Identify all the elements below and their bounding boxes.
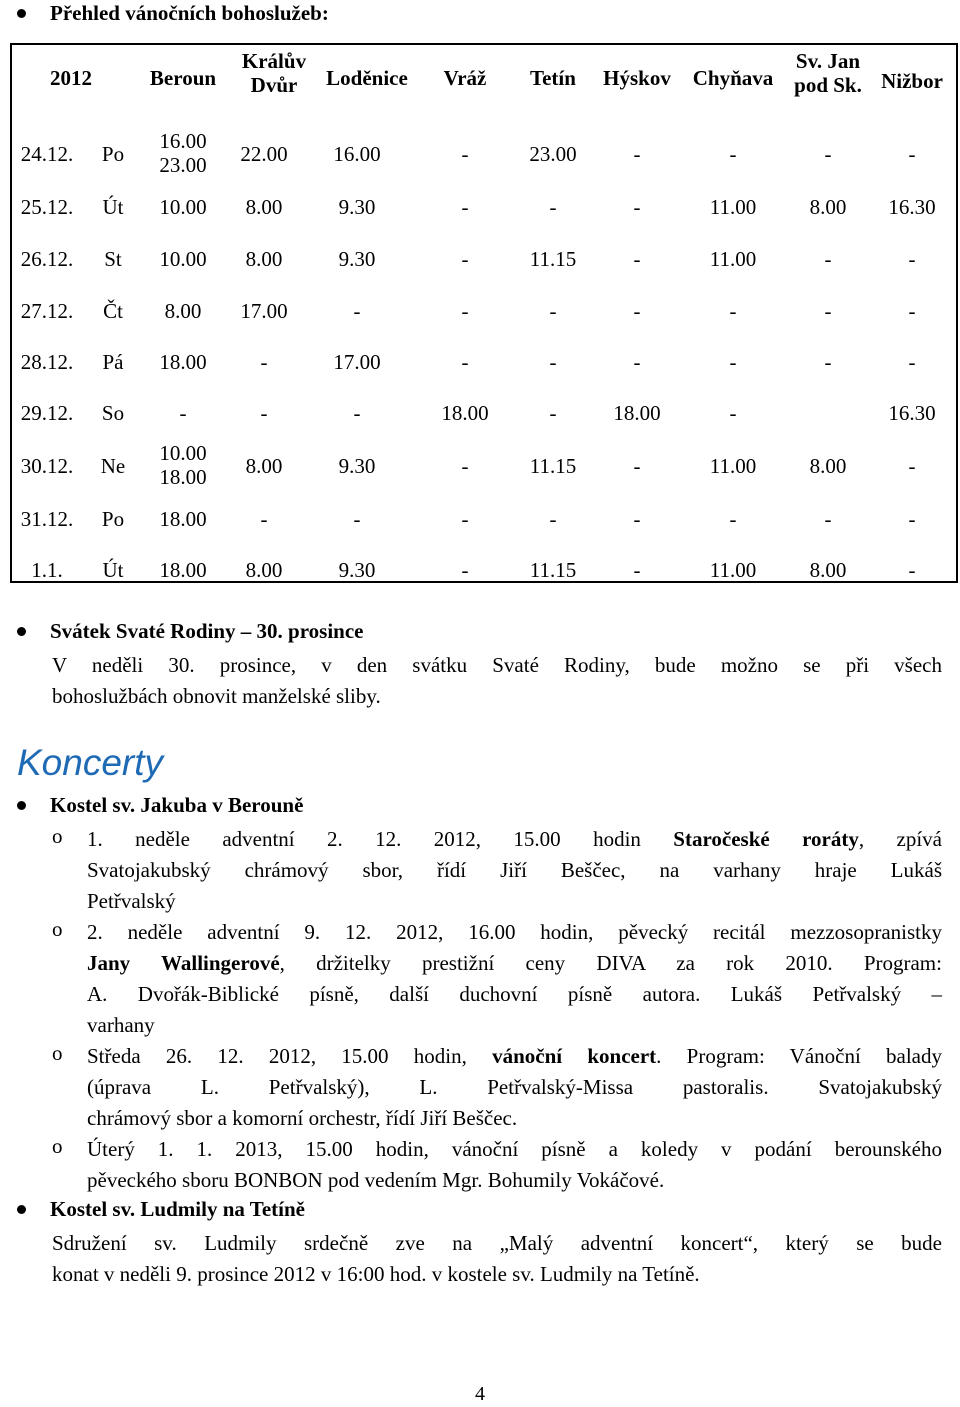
- table-cell-time: -: [260, 350, 268, 374]
- table-cell-time: -: [908, 299, 916, 323]
- table-cell-time: -: [729, 401, 737, 425]
- concert-line: Svatojakubský chrámový sbor, řídí Jiří Beščec, na varhany hraje Lukáš: [87, 858, 942, 882]
- table-header: Hýskov: [603, 66, 671, 90]
- table-cell-time: 11.15: [529, 247, 577, 271]
- table-cell-time: 8.00: [245, 454, 283, 478]
- table-cell-date: 25.12.: [20, 195, 74, 219]
- table-cell-time: -: [633, 247, 641, 271]
- table-cell-time: 11.15: [529, 454, 577, 478]
- table-cell-time: -: [633, 299, 641, 323]
- kostel1-heading: Kostel sv. Jakuba v Berouně: [50, 793, 304, 817]
- table-cell-time: -: [729, 507, 737, 531]
- table-cell-time: 11.00: [709, 454, 757, 478]
- table-cell-time: 16.30: [888, 195, 936, 219]
- table-cell-time: -: [353, 299, 361, 323]
- table-cell-time: -: [729, 299, 737, 323]
- table-cell-time: 22.00: [240, 142, 288, 166]
- bullet-icon: [17, 801, 26, 810]
- table-cell-time: -: [260, 507, 268, 531]
- table-cell-day: Po: [101, 507, 125, 531]
- table-cell-time: -: [908, 350, 916, 374]
- table-cell-time: -: [461, 299, 469, 323]
- list-marker: o: [52, 1041, 63, 1065]
- table-cell-time: -: [461, 507, 469, 531]
- table-header: Vráž: [443, 66, 487, 90]
- table-cell-date: 31.12.: [20, 507, 74, 531]
- table-cell-time: 9.30: [338, 195, 376, 219]
- table-cell-time: 23.00: [529, 142, 577, 166]
- table-cell-time: -: [824, 507, 832, 531]
- table-cell-time: 17.00: [333, 350, 381, 374]
- table-cell-date: 1.1.: [31, 558, 63, 582]
- table-cell-time: 11.00: [709, 247, 757, 271]
- table-cell-time: -: [633, 142, 641, 166]
- table-cell-day: Čt: [103, 299, 123, 323]
- table-cell-time: 8.00: [809, 195, 847, 219]
- bullet-icon: [17, 9, 26, 18]
- koncerty-heading: Koncerty: [17, 742, 164, 783]
- table-cell-time: 8.00: [245, 195, 283, 219]
- kostel2-paragraph: [52, 1228, 942, 1289]
- table-cell-time: -: [824, 299, 832, 323]
- table-cell-time: -: [549, 507, 557, 531]
- table-cell-time: -: [353, 507, 361, 531]
- table-cell-time: 16.00: [333, 142, 381, 166]
- table-cell-time: -: [179, 401, 187, 425]
- table-cell-time: -: [824, 142, 832, 166]
- table-cell-time: -: [549, 350, 557, 374]
- table-cell-time: -: [908, 507, 916, 531]
- table-cell-time: 8.00: [245, 247, 283, 271]
- table-header: Chyňava: [692, 66, 774, 90]
- table-cell-date: 30.12.: [20, 454, 74, 478]
- concert-line: Úterý 1. 1. 2013, 15.00 hodin, vánoční písně a koledy v podání berounského: [87, 1137, 942, 1161]
- table-cell-date: 28.12.: [20, 350, 74, 374]
- table-cell-time: 10.00 18.00: [159, 441, 207, 489]
- table-cell-time: 8.00: [809, 454, 847, 478]
- table-cell-time: 9.30: [338, 454, 376, 478]
- list-marker: o: [52, 917, 63, 941]
- table-cell-time: -: [549, 401, 557, 425]
- page-number: 4: [475, 1383, 485, 1405]
- table-cell-day: So: [101, 401, 125, 425]
- schedule-heading-line: [17, 1, 329, 26]
- table-cell-day: Pá: [102, 350, 124, 374]
- table-cell-time: -: [461, 142, 469, 166]
- concert-line: varhany: [87, 1013, 155, 1037]
- table-cell-date: 26.12.: [20, 247, 74, 271]
- table-cell-time: -: [633, 350, 641, 374]
- table-header: Sv. Jan pod Sk.: [794, 49, 862, 97]
- table-cell-time: 17.00: [240, 299, 288, 323]
- table-cell-time: -: [633, 507, 641, 531]
- table-header: Tetín: [530, 66, 576, 90]
- table-cell-time: -: [461, 350, 469, 374]
- table-cell-time: -: [729, 142, 737, 166]
- svatek-line-2: bohoslužbách obnovit manželské sliby.: [52, 683, 381, 708]
- table-cell-day: St: [104, 247, 122, 271]
- table-cell-day: Út: [102, 195, 124, 219]
- table-header: Beroun: [149, 66, 217, 90]
- table-header: 2012: [50, 66, 92, 90]
- table-cell-time: -: [633, 195, 641, 219]
- table-cell-time: 18.00: [613, 401, 661, 425]
- table-cell-time: -: [461, 247, 469, 271]
- kostel1-heading-line: [17, 793, 303, 818]
- schedule-table: [10, 43, 958, 583]
- bullet-icon: [17, 1205, 26, 1214]
- kostel2-line-1: Sdružení sv. Ludmily srdečně zve na „Malý adventní koncert“, který se bude: [52, 1231, 942, 1255]
- kostel2-line-2: konat v neděli 9. prosince 2012 v 16:00 hod. v kostele sv. Ludmily na Tetíně.: [52, 1261, 700, 1286]
- table-cell-time: 11.00: [709, 195, 757, 219]
- table-cell-time: -: [633, 454, 641, 478]
- table-cell-time: -: [908, 247, 916, 271]
- table-cell-time: -: [908, 454, 916, 478]
- table-cell-time: 18.00: [159, 558, 207, 582]
- table-cell-time: 9.30: [338, 558, 376, 582]
- table-cell-time: -: [824, 350, 832, 374]
- list-marker: o: [52, 1134, 63, 1158]
- table-cell-time: -: [549, 195, 557, 219]
- table-cell-time: -: [461, 558, 469, 582]
- table-cell-date: 29.12.: [20, 401, 74, 425]
- concert-line: 2. neděle adventní 9. 12. 2012, 16.00 hodin, pěvecký recitál mezzosopranistky: [87, 920, 942, 944]
- table-header: Loděnice: [326, 66, 408, 90]
- concert-line: Jany Wallingerové, držitelky prestižní ceny DIVA za rok 2010. Program:: [87, 951, 942, 975]
- table-cell-time: 10.00: [159, 247, 207, 271]
- table-cell-time: -: [461, 454, 469, 478]
- bullet-icon: [17, 627, 26, 636]
- table-cell-time: 8.00: [809, 558, 847, 582]
- table-header: Králův Dvůr: [241, 49, 307, 97]
- table-cell-time: 9.30: [338, 247, 376, 271]
- table-header: Nižbor: [881, 69, 943, 93]
- svatek-line-1: V neděli 30. prosince, v den svátku Svaté Rodiny, bude možno se při všech: [52, 653, 942, 677]
- list-marker: o: [52, 824, 63, 848]
- svatek-heading: Svátek Svaté Rodiny – 30. prosince: [50, 619, 364, 643]
- table-cell-time: -: [729, 350, 737, 374]
- table-cell-time: -: [260, 401, 268, 425]
- table-cell-time: -: [549, 299, 557, 323]
- table-cell-time: 10.00: [159, 195, 207, 219]
- svatek-paragraph: [52, 650, 942, 711]
- kostel2-heading-line: [17, 1197, 305, 1222]
- table-cell-time: -: [908, 558, 916, 582]
- table-cell-day: Út: [102, 558, 124, 582]
- kostel2-heading: Kostel sv. Ludmily na Tetíně: [50, 1197, 305, 1221]
- concert-line: pěveckého sboru BONBON pod vedením Mgr. Bohumily Vokáčové.: [87, 1168, 665, 1192]
- table-cell-time: 8.00: [245, 558, 283, 582]
- concert-line: 1. neděle adventní 2. 12. 2012, 15.00 hodin Staročeské roráty, zpívá: [87, 827, 942, 851]
- table-cell-time: 16.00 23.00: [159, 129, 207, 177]
- table-cell-day: Ne: [100, 454, 126, 478]
- table-cell-time: -: [633, 558, 641, 582]
- table-cell-time: -: [461, 195, 469, 219]
- table-cell-time: 11.00: [709, 558, 757, 582]
- table-cell-time: 18.00: [441, 401, 489, 425]
- svatek-heading-line: [17, 619, 363, 644]
- table-cell-time: -: [908, 142, 916, 166]
- table-cell-time: -: [353, 401, 361, 425]
- table-cell-time: 18.00: [159, 507, 207, 531]
- table-cell-time: -: [824, 247, 832, 271]
- table-cell-day: Po: [101, 142, 125, 166]
- table-cell-time: 18.00: [159, 350, 207, 374]
- schedule-heading: Přehled vánočních bohoslužeb:: [50, 1, 329, 25]
- concert-line: Středa 26. 12. 2012, 15.00 hodin, vánoční koncert. Program: Vánoční balady: [87, 1044, 942, 1068]
- table-cell-date: 27.12.: [20, 299, 74, 323]
- concert-line: chrámový sbor a komorní orchestr, řídí Jiří Beščec.: [87, 1106, 518, 1130]
- concert-line: A. Dvořák-Biblické písně, další duchovní písně autora. Lukáš Petřvalský –: [87, 982, 942, 1006]
- table-cell-time: 8.00: [164, 299, 202, 323]
- concert-line: Petřvalský: [87, 889, 176, 913]
- table-cell-time: 16.30: [888, 401, 936, 425]
- table-cell-time: 11.15: [529, 558, 577, 582]
- table-cell-date: 24.12.: [20, 142, 74, 166]
- concert-line: (úprava L. Petřvalský), L. Petřvalský-Missa pastoralis. Svatojakubský: [87, 1075, 942, 1099]
